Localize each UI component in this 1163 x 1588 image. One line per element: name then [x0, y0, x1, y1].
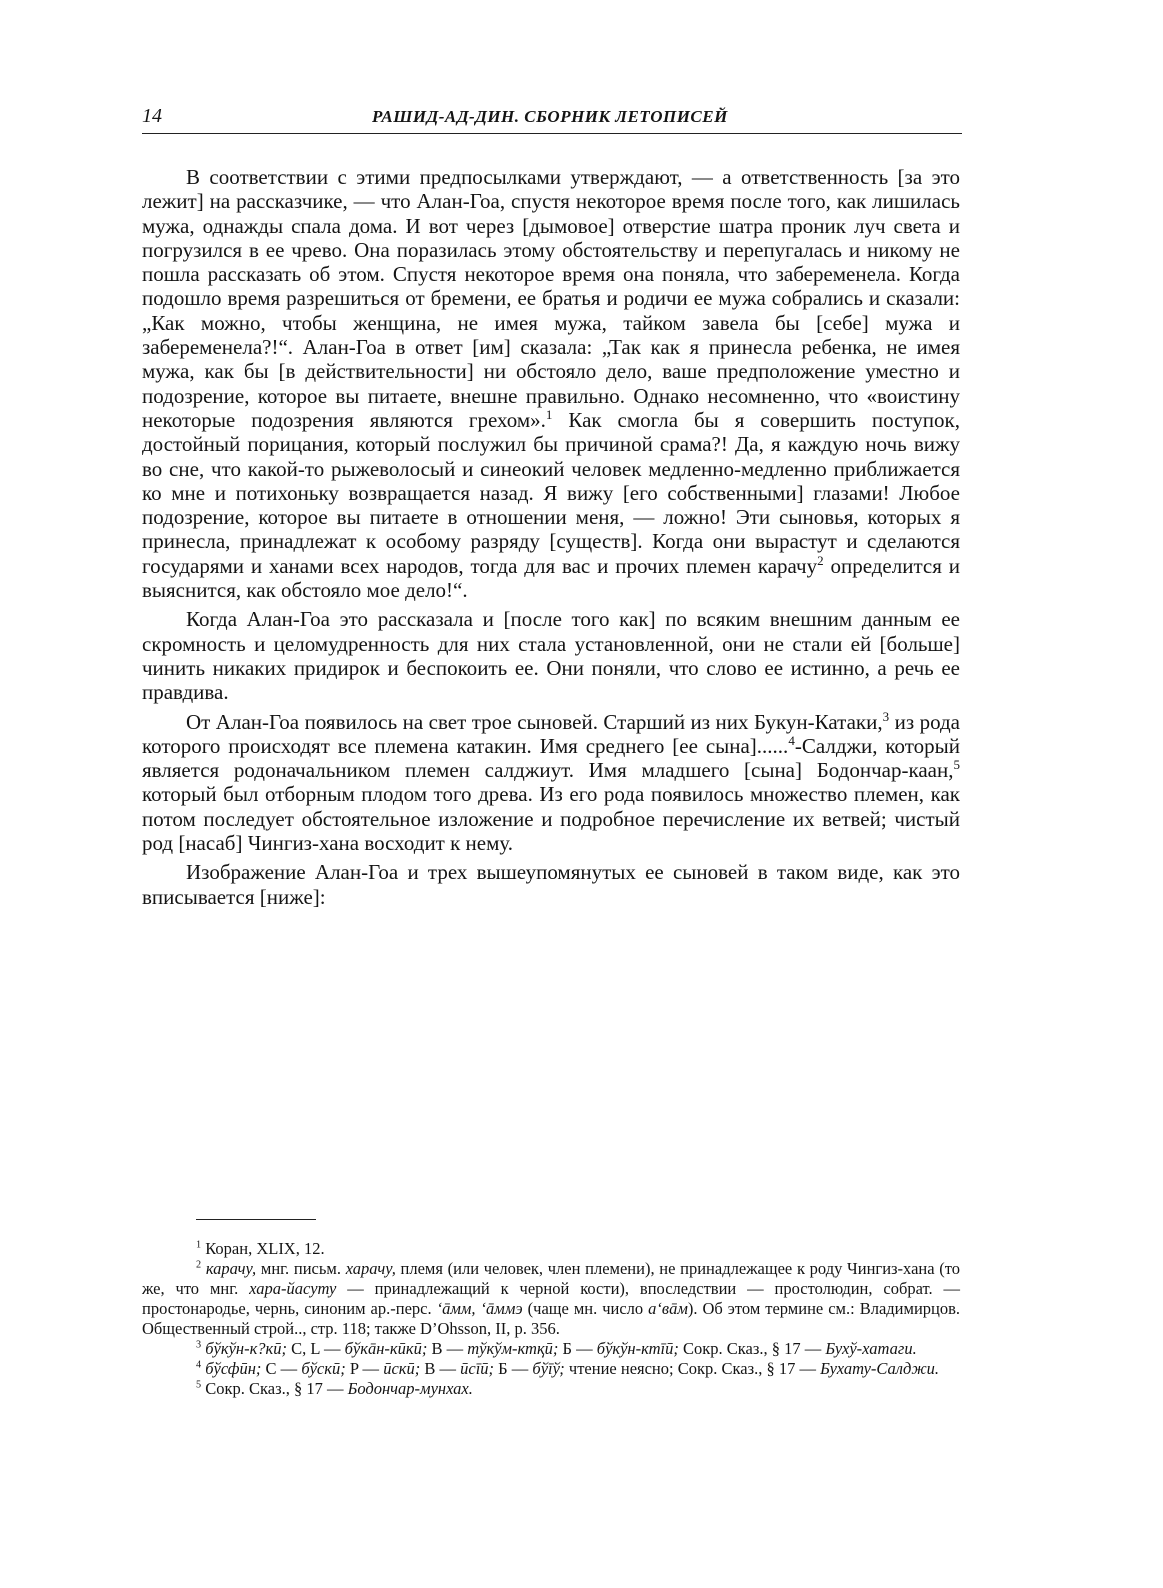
footnote-italic: харачу,	[345, 1259, 396, 1278]
footnote-italic: карачу,	[205, 1259, 257, 1278]
paragraph-3-text-a: От Алан-Гоа появилось на свет трое сыновей. Старший из них Букун-Катаки,	[186, 709, 883, 734]
paragraph-3-text-c: -Салджи, который является родоначальником племен салджиут. Имя младшего [сына] Бодончар-каан,	[142, 733, 960, 783]
footnote-italic: Бодончар-мунхах.	[347, 1379, 473, 1398]
footnote-italic: ūскū;	[383, 1359, 421, 1378]
footnote-text: чтение неясно; Сокр. Сказ., § 17 —	[564, 1359, 821, 1378]
footnote-separator	[196, 1219, 316, 1220]
footnote-italic: бўкўн-к?кū;	[205, 1339, 288, 1358]
footnote-text: ). Об этом термине см.: Владимирцов. Общественный строй.., стр. 118; также D’Ohsson, II, p. 356.	[142, 1299, 961, 1338]
footnote-italic: бўкāн-кūкū;	[344, 1339, 428, 1358]
footnote-italic: бўкўн-ктīū;	[596, 1339, 679, 1358]
footnote-italic: бўскū;	[301, 1359, 346, 1378]
footnote-5	[142, 1379, 960, 1399]
footnote-number: 3	[196, 1339, 202, 1351]
footnote-italic: хара-йасуту	[249, 1279, 337, 1298]
body-text	[142, 165, 960, 914]
paragraph-1-text-end: определится и выяснится, как обстояло мое дело!“.	[142, 553, 960, 603]
footnote-number: 4	[196, 1359, 202, 1371]
footnote-ref-5: 5	[953, 757, 960, 773]
footnote-italic: ūсīū;	[460, 1359, 495, 1378]
footnote-text: C, L —	[287, 1339, 345, 1358]
footnote-2	[142, 1259, 960, 1339]
footnote-italic: а‘вāм	[648, 1299, 688, 1318]
footnote-ref-4: 4	[788, 732, 795, 748]
footnote-number: 2	[196, 1259, 202, 1271]
footnote-italic: бўсфūн;	[205, 1359, 262, 1378]
footnote-text: Б —	[494, 1359, 533, 1378]
footnote-italic: Бухату-Салджи.	[820, 1359, 940, 1378]
running-title: РАШИД-АД-ДИН. СБОРНИК ЛЕТОПИСЕЙ	[372, 107, 728, 126]
footnote-text: — принадлежащий к черной кости), впоследствии — простолюдин, собрат. — простонародье, чернь, синоним ар.-перс.	[142, 1279, 960, 1318]
footnote-ref-3: 3	[882, 708, 890, 724]
footnote-4	[142, 1359, 960, 1379]
paragraph-3-text-d: который был отборным плодом того древа. Из его рода появилось множество племен, как потом последует обстоятельное изложение и подробное перечисление их ветвей; чистый род [насаб] Чингиз-хана восходит к нему.	[142, 782, 960, 856]
page-number: 14	[142, 105, 162, 127]
footnote-italic: ‘āмм, ‘āммэ	[436, 1299, 523, 1318]
footnote-text: (чаще мн. число	[522, 1299, 649, 1318]
paragraph-1	[142, 165, 960, 602]
footnote-text: C —	[261, 1359, 302, 1378]
footnote-text: Сокр. Сказ., § 17 —	[678, 1339, 826, 1358]
paragraph-3-text-b: из рода которого происходят все племена катакин. Имя среднего [ее сына]......	[142, 709, 960, 758]
footnote-ref-1: 1	[545, 406, 553, 422]
paragraph-3	[142, 710, 960, 856]
footnote-italic: Бухў-хатагu.	[825, 1339, 917, 1358]
footnote-italic: тўкўм-ктқū;	[467, 1339, 559, 1358]
footnotes	[142, 1239, 960, 1399]
footnote-text: Коран, XLIX, 12.	[201, 1239, 325, 1258]
page-header	[142, 103, 962, 137]
footnote-text: P —	[345, 1359, 384, 1378]
footnote-italic: бўīў;	[532, 1359, 565, 1378]
footnote-text: мнг. письм.	[256, 1259, 346, 1278]
footnote-text: Сокр. Сказ., § 17 —	[201, 1379, 348, 1398]
paragraph-1-text-cont: Как смогла бы я совершить поступок, достойный порицания, который послужил бы причиной срама?! Да, я каждую ночь вижу во сне, что какой-то рыжеволосый и синеокий человек медленно-медленно приближается ко мне и потихоньку возвращается назад. Я вижу [его собственными] глазами! Любое подозрение, которое вы питаете в отношении меня, — ложно! Эти сыновья, которых я принесла, принадлежат к особому разряду [существ]. Когда они вырастут и сделаются государями и ханами всех народов, тогда для вас и прочих племен карачу	[142, 407, 961, 578]
footnote-text: племя (или человек, член племени), не принадлежащее к роду Чингиз-хана (то же, что мнг.	[142, 1259, 960, 1298]
footnote-ref-2: 2	[817, 552, 824, 568]
footnote-text: B —	[420, 1359, 461, 1378]
footnote-text: Б —	[558, 1339, 597, 1358]
footnote-3	[142, 1339, 960, 1359]
footnote-1	[142, 1239, 960, 1259]
paragraph-2: Когда Алан-Гоа это рассказала и [после того как] по всяким внешним данным ее скромность и целомудренность для них стала установленной, они не стали ей [больше] чинить никаких придирок и беспокоить ее. Они поняли, что слово ее истинно, а речь ее правдива.	[142, 607, 960, 705]
footnote-text: B —	[427, 1339, 468, 1358]
footnote-number: 5	[196, 1379, 202, 1391]
footnote-number: 1	[196, 1239, 202, 1251]
paragraph-4: Изображение Алан-Гоа и трех вышеупомянутых ее сыновей в таком виде, как это вписывается [ниже]:	[142, 860, 960, 909]
paragraph-1-text: В соответствии с этими предпосылками утверждают, — а ответственность [за это лежит] на рассказчике, — что Алан-Гоа, спустя некоторое время после того, как лишилась мужа, однажды спала дома. И вот через [дымовое] отверстие шатра проник луч света и погрузился в ее чрево. Она поразилась этому обстоятельству и перепугалась и никому не пошла рассказать об этом. Спустя некоторое время она поняла, что забеременела. Когда подошло время разрешиться от бремени, ее братья и родичи ее мужа собрались и сказали: „Как можно, чтобы женщина, не имея мужа, тайком завела бы [себе] мужа и забеременела?!“. Алан-Гоа в ответ [им] сказала: „Так как я принесла ребенка, не имея мужа, как бы [в действительности] ни обстояло дело, ваше предположение уместно и подозрение, которое вы питаете, внешне правильно. Однако несомненно, что «воистину некоторые подозрения являются грехом».	[142, 165, 960, 432]
header-rule	[142, 133, 962, 134]
